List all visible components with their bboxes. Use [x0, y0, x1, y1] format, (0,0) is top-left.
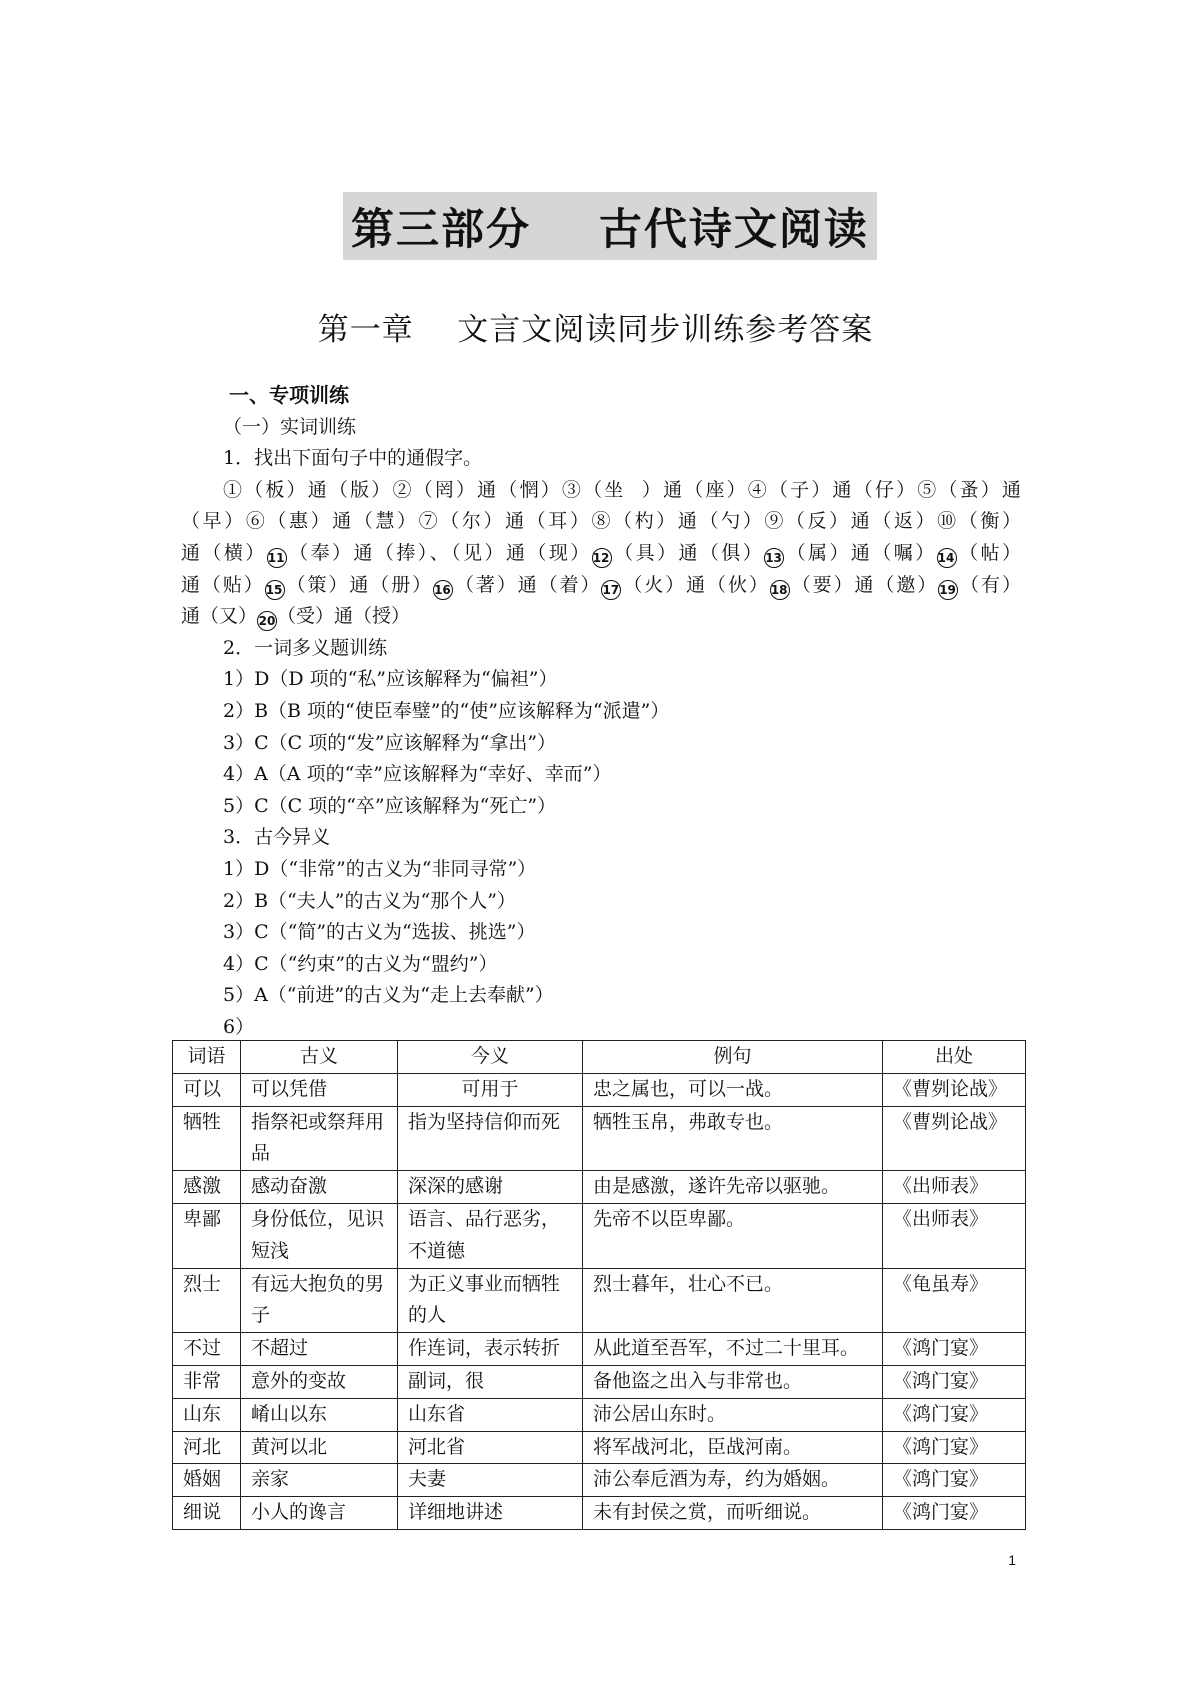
table-cell: 意外的变故 — [241, 1365, 398, 1398]
circled-number-14: 14 — [937, 548, 957, 568]
table-cell: 《出师表》 — [883, 1203, 1026, 1268]
q1-answer-line — [181, 538, 1021, 570]
table-row — [173, 1464, 1026, 1497]
answer-item: 2）B（B 项的“使臣奉璧”的“使”应该解释为“派遣”） — [223, 699, 670, 722]
answer-text: 通（又） — [181, 605, 258, 628]
chapter-title: 第一章 文言文阅读同步训练参考答案 — [317, 312, 874, 348]
table-row — [173, 1365, 1026, 1398]
table-cell: 语言、品行恶劣，不道德 — [398, 1203, 583, 1268]
table-cell: 不过 — [173, 1333, 241, 1366]
circled-number-16: 16 — [433, 580, 453, 600]
circled-number-18: 18 — [770, 580, 790, 600]
answer-text: （受）通（授） — [277, 605, 411, 628]
table-cell: 《出师表》 — [883, 1171, 1026, 1204]
table-cell: 《龟虽寿》 — [883, 1268, 1026, 1333]
answer-text: （具）通（俱） — [611, 541, 765, 564]
table-cell: 牺牲 — [173, 1106, 241, 1171]
answer-text: 通（横） — [181, 541, 267, 564]
table-row — [173, 1333, 1026, 1366]
answer-item: 4）A（A 项的“幸”应该解释为“幸好、幸而”） — [223, 763, 612, 786]
answer-item: 2）B（“夫人”的古义为“那个人”） — [223, 889, 516, 912]
answer-text: （帖） — [956, 541, 1021, 564]
table-cell: 作连词，表示转折 — [398, 1333, 583, 1366]
table-cell: 山东 — [173, 1398, 241, 1431]
table-cell: 《鸿门宴》 — [883, 1398, 1026, 1431]
column-header: 词语 — [173, 1041, 241, 1074]
table-cell: 可以 — [173, 1073, 241, 1106]
table-cell: 沛公奉卮酒为寿，约为婚姻。 — [583, 1464, 883, 1497]
table-row — [173, 1497, 1026, 1530]
table-cell: 黄河以北 — [241, 1431, 398, 1464]
circled-number-15: 15 — [265, 580, 285, 600]
table-cell: 卑鄙 — [173, 1203, 241, 1268]
table-cell: 《鸿门宴》 — [883, 1431, 1026, 1464]
question-2-title: 2．一词多义题训练 — [223, 636, 388, 659]
q1-answer-line — [181, 601, 1021, 633]
table-cell: 婚姻 — [173, 1464, 241, 1497]
question-1-title: 1．找出下面句子中的通假字。 — [223, 447, 483, 470]
q1-answer-line: ①（板）通（版）②（罔）通（惘）③（坐 ）通（座）④（子）通（仔）⑤（蚤）通 — [223, 478, 1021, 501]
circled-number-17: 17 — [601, 580, 621, 600]
table-cell: 《曹刿论战》 — [883, 1106, 1026, 1171]
table-cell: 沛公居山东时。 — [583, 1398, 883, 1431]
table-cell: 河北省 — [398, 1431, 583, 1464]
answer-item: 3）C（“简”的古义为“选拔、挑选”） — [223, 921, 536, 944]
table-cell: 忠之属也，可以一战。 — [583, 1073, 883, 1106]
table-cell: 指祭祀或祭拜用品 — [241, 1106, 398, 1171]
column-header: 出处 — [883, 1041, 1026, 1074]
table-cell: 非常 — [173, 1365, 241, 1398]
answer-text: （奉）通（捧）、（见）通（现） — [286, 541, 592, 564]
q1-answer-line — [181, 570, 1021, 602]
circled-number-12: 12 — [592, 548, 612, 568]
answer-item: 5）C（C 项的“卒”应该解释为“死亡”） — [223, 794, 557, 817]
table-cell: 《鸿门宴》 — [883, 1365, 1026, 1398]
table-cell: 牺牲玉帛，弗敢专也。 — [583, 1106, 883, 1171]
answer-text: （著）通（着） — [453, 573, 602, 596]
table-cell: 崤山以东 — [241, 1398, 398, 1431]
table-cell: 身份低位，见识短浅 — [241, 1203, 398, 1268]
table-cell: 不超过 — [241, 1333, 398, 1366]
answer-item: 3）C（C 项的“发”应该解释为“拿出”） — [223, 731, 557, 754]
table-cell: 指为坚持信仰而死 — [398, 1106, 583, 1171]
circled-number-19: 19 — [938, 580, 958, 600]
circled-number-20: 20 — [257, 611, 277, 631]
answer-item: 1）D（D 项的“私”应该解释为“偏袒”） — [223, 668, 558, 691]
answer-text: （属）通（嘱） — [784, 541, 937, 564]
table-cell: 烈士 — [173, 1268, 241, 1333]
column-header: 今义 — [398, 1041, 583, 1074]
table-cell: 夫妻 — [398, 1464, 583, 1497]
table-cell: 《鸿门宴》 — [883, 1497, 1026, 1530]
table-cell: 将军战河北，臣战河南。 — [583, 1431, 883, 1464]
table-cell: 河北 — [173, 1431, 241, 1464]
answer-text: （要）通（邀） — [789, 573, 939, 596]
table-cell: 细说 — [173, 1497, 241, 1530]
table-cell: 深深的感谢 — [398, 1171, 583, 1204]
column-header: 例句 — [583, 1041, 883, 1074]
table-row — [173, 1398, 1026, 1431]
vocabulary-table — [172, 1040, 1026, 1530]
table-row — [173, 1171, 1026, 1204]
answer-item: 4）C（“约束”的古义为“盟约”） — [223, 952, 498, 975]
table-cell: 亲家 — [241, 1464, 398, 1497]
table-row — [173, 1268, 1026, 1333]
table-cell: 从此道至吾军，不过二十里耳。 — [583, 1333, 883, 1366]
table-cell: 感动奋激 — [241, 1171, 398, 1204]
answer-text: （有） — [958, 573, 1021, 596]
table-cell: 备他盗之出入与非常也。 — [583, 1365, 883, 1398]
answer-text: （策）通（册） — [284, 573, 434, 596]
table-cell: 有远大抱负的男子 — [241, 1268, 398, 1333]
table-cell: 《鸿门宴》 — [883, 1333, 1026, 1366]
table-row — [173, 1106, 1026, 1171]
table-cell: 先帝不以臣卑鄙。 — [583, 1203, 883, 1268]
table-cell: 副词，很 — [398, 1365, 583, 1398]
table-cell: 《曹刿论战》 — [883, 1073, 1026, 1106]
answer-item: 5）A（“前进”的古义为“走上去奉献”） — [223, 984, 554, 1007]
table-row — [173, 1073, 1026, 1106]
table-cell: 感激 — [173, 1171, 241, 1204]
document-body — [181, 380, 1021, 1043]
table-cell: 可以凭借 — [241, 1073, 398, 1106]
table-cell: 《鸿门宴》 — [883, 1464, 1026, 1497]
table-row — [173, 1203, 1026, 1268]
table-cell: 小人的谗言 — [241, 1497, 398, 1530]
answer-item: 1）D（“非常”的古义为“非同寻常”） — [223, 857, 537, 880]
table-cell: 可用于 — [398, 1073, 583, 1106]
subsection-heading: （一）实词训练 — [223, 415, 357, 438]
question-3-title: 3．古今异义 — [223, 826, 331, 849]
table-cell: 烈士暮年，壮心不已。 — [583, 1268, 883, 1333]
column-header: 古义 — [241, 1041, 398, 1074]
page-number: 1 — [1008, 1552, 1016, 1568]
section-heading: 一、专项训练 — [229, 383, 349, 407]
circled-number-13: 13 — [764, 548, 784, 568]
table-cell: 由是感激，遂许先帝以驱驰。 — [583, 1171, 883, 1204]
table-cell: 为正义事业而牺牲的人 — [398, 1268, 583, 1333]
answer-text: （火）通（伙） — [621, 573, 770, 596]
answer-text: 通（贴） — [181, 573, 265, 596]
table-cell: 山东省 — [398, 1398, 583, 1431]
table-header-row — [173, 1041, 1026, 1074]
table-row — [173, 1431, 1026, 1464]
part-title: 第三部分 古代诗文阅读 — [343, 192, 877, 260]
table-cell: 详细地讲述 — [398, 1497, 583, 1530]
table-cell: 未有封侯之赏，而听细说。 — [583, 1497, 883, 1530]
circled-number-11: 11 — [267, 548, 287, 568]
answer-item: 6） — [223, 1015, 255, 1038]
q1-answer-line: （早）⑥（惠）通（慧）⑦（尔）通（耳）⑧（杓）通（勺）⑨（反）通（返）⑩（衡） — [181, 510, 1021, 533]
